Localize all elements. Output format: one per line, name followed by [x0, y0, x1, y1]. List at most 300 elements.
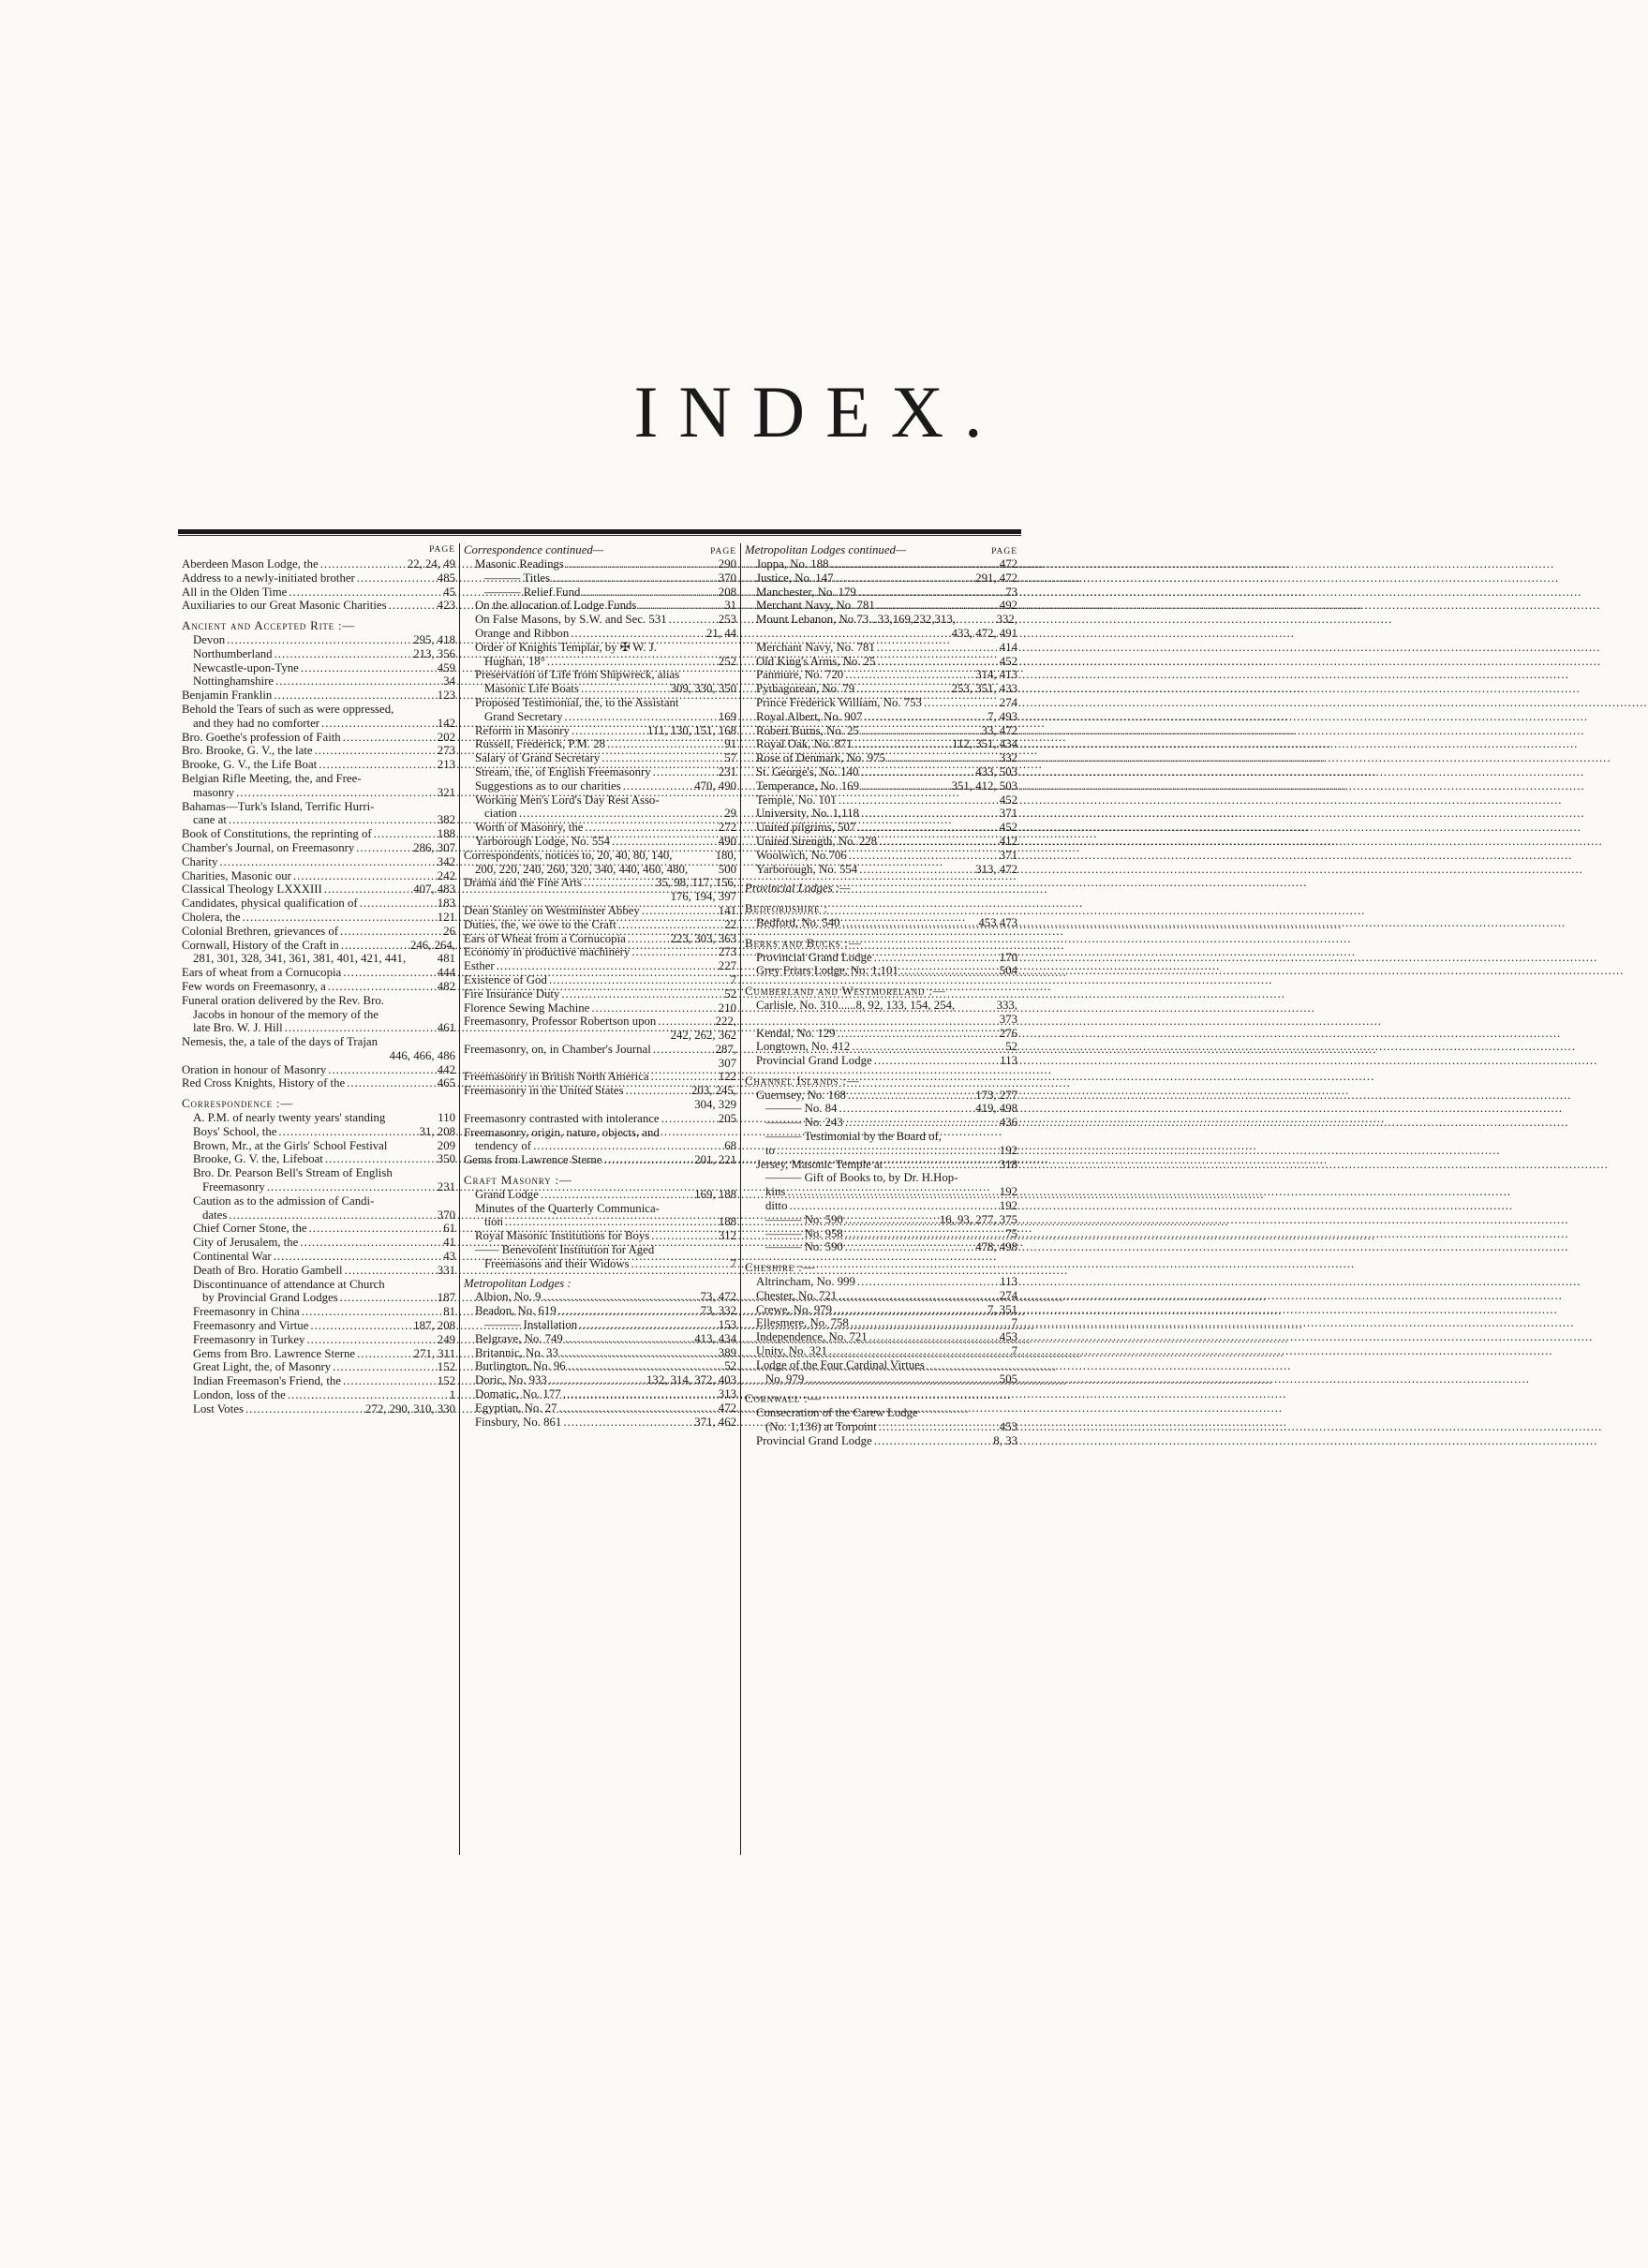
entry-pages: 295, 418 — [413, 632, 455, 646]
entry-pages: 272, 290, 310, 330 — [365, 1401, 455, 1416]
entry-title: Ellesmere, No. 758 — [756, 1316, 849, 1330]
index-entry — [182, 661, 455, 675]
entry-pages: 321 — [437, 785, 455, 799]
entry-title: Discontinuance of attendance at Church — [193, 1277, 385, 1291]
index-entry — [464, 1373, 736, 1387]
subsection-heading: Provincial Lodges :— — [745, 882, 851, 896]
entry-pages: 433, 503 — [975, 764, 1017, 778]
dot-leader — [563, 1416, 692, 1430]
dot-leader — [582, 586, 716, 600]
dot-leader — [877, 655, 997, 669]
entry-title: Lost Votes — [193, 1401, 244, 1416]
entry-pages: 35, 98, 117, 156, — [656, 876, 736, 890]
entry-pages: 111, 130, 151, 168 — [646, 723, 736, 737]
entry-pages: 183 — [437, 897, 455, 911]
entry-pages: 180, — [715, 848, 736, 862]
dot-leader — [558, 1304, 699, 1318]
dot-leader — [505, 1215, 717, 1229]
entry-title: United pilgrims, 507 — [756, 821, 856, 835]
entry-pages: 43 — [443, 1250, 455, 1264]
entry-title: ——— Relief Fund — [484, 585, 581, 599]
index-entry — [745, 964, 1017, 978]
dot-leader — [565, 1332, 692, 1346]
dot-leader — [623, 779, 693, 793]
top-rule-thin — [178, 535, 1021, 536]
entry-title: Consecration of the Carew Lodge — [756, 1406, 918, 1420]
entry-pages: 274 — [999, 1288, 1017, 1302]
entry-title: Continental War — [193, 1250, 272, 1264]
entry-title: 281, 301, 328, 341, 361, 381, 401, 421, 441, — [193, 952, 407, 966]
entry-pages: 472 — [999, 557, 1017, 571]
entry-pages: 459 — [437, 660, 455, 674]
entry-pages: 91 — [724, 737, 736, 751]
dot-leader — [389, 599, 436, 613]
dot-leader — [839, 1289, 998, 1303]
index-entry — [182, 1236, 455, 1250]
entry-pages: 452 — [999, 654, 1017, 668]
entry-title: ——— Titles — [484, 571, 551, 585]
entry-title: Few words on Freemasonry, a — [182, 979, 326, 993]
entry-pages: 73, 472 — [700, 1290, 736, 1304]
entry-pages: 192 — [999, 1199, 1017, 1213]
index-entry — [745, 655, 1017, 669]
entry-pages: 423 — [437, 599, 455, 613]
entry-pages: 26 — [443, 924, 455, 938]
entry-pages: 444 — [437, 966, 455, 980]
entry-title: Rose of Denmark, No. 975 — [756, 751, 885, 765]
index-entry — [182, 571, 455, 586]
entry-title: Order of Knights Templar, by ✠ W. J. — [475, 640, 657, 654]
index-entry — [745, 1199, 1017, 1213]
index-entry — [182, 1222, 455, 1236]
entry-pages: 227 — [718, 959, 736, 973]
dot-leader — [787, 1185, 997, 1199]
dot-leader — [835, 571, 973, 586]
index-entry — [464, 1332, 736, 1346]
index-entry — [464, 1043, 736, 1057]
entry-title: Newcastle-upon-Tyne — [193, 660, 299, 674]
entry-title: Colonial Brethren, grievances of — [182, 924, 339, 938]
entry-title: Esther — [464, 959, 495, 973]
index-entry — [745, 999, 1017, 1013]
dot-leader — [328, 980, 436, 994]
dot-leader — [829, 1344, 1010, 1358]
index-entry — [464, 586, 736, 600]
index-entry — [745, 586, 1017, 600]
index-entry — [745, 1372, 1017, 1386]
dot-leader — [245, 1402, 364, 1416]
entry-title: Freemasonry — [202, 1180, 265, 1194]
dot-leader — [229, 813, 436, 827]
entry-title: Gems from Bro. Lawrence Sterne — [193, 1346, 356, 1360]
index-entry — [464, 1318, 736, 1332]
entry-pages: 152 — [437, 1374, 455, 1388]
index-entry — [182, 1049, 455, 1063]
index-entry — [182, 674, 455, 689]
entry-title: Provincial Grand Lodge — [756, 950, 872, 964]
entry-pages: 52 — [724, 986, 736, 1001]
dot-leader — [631, 945, 716, 959]
index-entry — [182, 1360, 455, 1374]
index-entry — [745, 613, 1017, 627]
entry-pages: 202 — [437, 730, 455, 744]
index-entry — [182, 689, 455, 703]
dot-leader — [858, 586, 1003, 600]
dot-leader — [834, 1303, 986, 1317]
index-entry — [745, 1227, 1017, 1241]
index-entry — [182, 1291, 455, 1305]
entry-pages: 213, 356 — [413, 646, 455, 660]
index-entry — [745, 1240, 1017, 1254]
index-entry — [464, 1001, 736, 1015]
dot-leader — [227, 633, 411, 647]
index-entry — [182, 1333, 455, 1347]
dot-leader — [552, 571, 717, 586]
entry-title: Orange and Ribbon — [475, 626, 570, 640]
index-entry — [745, 1358, 1017, 1372]
entry-title: ——— Testimonial by the Board of, — [765, 1130, 942, 1144]
entry-title: Provincial Grand Lodge — [756, 1433, 872, 1447]
entry-pages: 21, 44 — [706, 626, 736, 640]
index-entry — [182, 800, 455, 814]
entry-title: Royal Oak, No. 871 — [756, 737, 853, 751]
index-entry — [464, 1416, 736, 1430]
entry-title: kins — [765, 1185, 786, 1199]
entry-pages: 273 — [718, 945, 736, 959]
entry-title: University, No. 1,118 — [756, 807, 859, 821]
entry-title: London, loss of the — [193, 1388, 286, 1402]
index-entry — [745, 696, 1017, 710]
entry-title: Doric, No. 933 — [475, 1373, 547, 1387]
index-entry — [464, 1098, 736, 1112]
entry-title: dates — [202, 1208, 228, 1222]
dot-leader — [877, 641, 998, 655]
index-entry — [464, 904, 736, 918]
continued-heading: Correspondence continued— — [464, 543, 604, 556]
entry-pages: 253 — [718, 613, 736, 627]
dot-leader — [591, 1001, 716, 1015]
entry-title: Independence, No. 721 — [756, 1330, 868, 1344]
dot-leader — [845, 1116, 998, 1130]
dot-leader — [924, 696, 998, 710]
dot-leader — [547, 655, 717, 669]
entry-pages: 231 — [718, 764, 736, 778]
entry-title: Classical Theology LXXXIII — [182, 882, 322, 897]
dot-leader — [310, 1319, 411, 1333]
index-entry — [182, 1139, 455, 1153]
entry-title: Ears of wheat from a Cornucopia — [182, 966, 342, 980]
entry-pages: 331 — [437, 1263, 455, 1277]
index-entry — [745, 557, 1017, 571]
index-entry — [464, 849, 736, 863]
entry-title: Brown, Mr., at the Girls' School Festival — [193, 1138, 388, 1152]
entry-title: Ears of Wheat from a Cornucopia — [464, 931, 626, 945]
index-entry — [182, 1347, 455, 1361]
entry-pages: 482 — [437, 979, 455, 993]
dot-leader — [566, 557, 717, 571]
section-heading: Craft Masonry :— — [464, 1173, 572, 1188]
entry-title: Egyptian, No. 27 — [475, 1401, 557, 1415]
entry-title: Albion, No. 9 — [475, 1290, 542, 1304]
index-entry — [182, 1208, 455, 1223]
entry-title: Book of Constitutions, the reprinting of — [182, 827, 372, 841]
entry-title: Funeral oration delivered by the Rev. Bro. — [182, 993, 384, 1007]
entry-pages: 152 — [437, 1360, 455, 1374]
index-column-2 — [459, 543, 740, 1855]
index-entry — [745, 599, 1017, 613]
dot-leader — [651, 1070, 717, 1084]
index-entry — [182, 717, 455, 731]
index-entry — [745, 835, 1017, 849]
index-entry — [745, 1116, 1017, 1130]
entry-title: ——— No. 958 — [765, 1226, 843, 1240]
dot-leader — [864, 710, 986, 724]
entry-title: Russell, Frederick, P.M. 28 — [475, 737, 605, 751]
dot-leader — [859, 863, 973, 877]
entry-pages: 371, 462 — [694, 1415, 736, 1429]
entry-title: Suggestions as to our charities — [475, 778, 621, 793]
entry-title: Temple, No. 101 — [756, 793, 837, 807]
entry-title: Guernsey, No. 168 — [756, 1088, 846, 1102]
dot-leader — [571, 627, 705, 641]
dot-leader — [219, 855, 435, 869]
dot-leader — [309, 1222, 442, 1236]
index-entry — [745, 724, 1017, 738]
index-entry — [745, 1054, 1017, 1068]
entry-title: Pythagorean, No. 79 — [756, 682, 855, 696]
entry-pages: 223, 303, 363 — [670, 931, 736, 945]
dot-leader — [854, 737, 950, 751]
index-entry — [464, 779, 736, 793]
entry-pages: 231 — [437, 1180, 455, 1194]
index-entry — [464, 655, 736, 669]
index-entry — [182, 772, 455, 786]
section-heading: Channel Islands :— — [745, 1073, 860, 1088]
entry-pages: 465 — [437, 1076, 455, 1090]
entry-title: Preservation of Life from Shipwreck, alias — [475, 668, 680, 682]
dot-leader — [849, 849, 998, 863]
entry-list — [182, 557, 455, 1416]
entry-title: ditto — [765, 1199, 788, 1213]
entry-title: Old King's Arms, No. 25 — [756, 654, 876, 668]
entry-title: cane at — [193, 813, 227, 827]
index-entry — [464, 710, 736, 724]
dot-leader — [568, 1359, 723, 1373]
entry-pages: 453 — [999, 1330, 1017, 1344]
index-entry — [464, 765, 736, 779]
entry-title: Hughan, 18° — [484, 654, 545, 668]
dot-leader — [549, 973, 729, 987]
entry-title: Yarborough, No. 554 — [756, 862, 858, 876]
dot-leader — [842, 916, 977, 930]
entry-title: masonry — [193, 785, 235, 799]
index-entry — [182, 1388, 455, 1402]
entry-pages: 31 — [724, 599, 736, 613]
entry-title: Longtown, No. 412 — [756, 1040, 851, 1054]
index-entry — [464, 932, 736, 946]
index-entry — [464, 599, 736, 613]
entry-pages: 7 — [1011, 1344, 1017, 1358]
index-entry — [464, 1304, 736, 1318]
index-columns — [178, 543, 1022, 1855]
index-entry — [464, 724, 736, 738]
entry-pages: 187, 208 — [413, 1319, 455, 1333]
entry-pages: 73, 332 — [700, 1304, 736, 1318]
index-entry — [182, 952, 455, 966]
index-entry — [464, 959, 736, 973]
column-header — [182, 543, 455, 557]
subsection-heading: Metropolitan Lodges : — [464, 1276, 572, 1290]
dot-leader — [839, 1102, 973, 1116]
entry-pages: 286, 307 — [413, 840, 455, 854]
entry-pages: 121 — [437, 910, 455, 924]
index-entry — [464, 835, 736, 849]
entry-pages: 29 — [724, 807, 736, 821]
entry-pages: 442 — [437, 1062, 455, 1076]
section-heading: Berks and Bucks :— — [745, 935, 862, 950]
entry-title: Belgrave, No. 749 — [475, 1331, 563, 1345]
entry-title: Temperance, No. 169 — [756, 778, 859, 793]
entry-pages: 34 — [443, 674, 455, 689]
entry-title: Freemasonry and Virtue — [193, 1319, 309, 1333]
entry-pages: 110 — [438, 1111, 455, 1125]
entry-title: On False Masons, by S.W. and Sec. 531 — [475, 613, 667, 627]
dot-leader — [628, 932, 669, 946]
entry-list — [745, 557, 1017, 1448]
index-entry — [464, 613, 736, 627]
entry-title: Carlisle, No. 310......8, 92, 133, 154, 254, — [756, 998, 956, 1012]
column-header — [464, 543, 736, 557]
index-entry — [745, 849, 1017, 863]
entry-title: Unity, No. 321 — [756, 1344, 827, 1358]
index-entry — [182, 939, 455, 953]
entry-pages: 371 — [999, 848, 1017, 862]
index-entry — [464, 793, 736, 808]
entry-pages: 201, 221 — [694, 1153, 736, 1167]
index-entry — [182, 869, 455, 883]
entry-pages: 7 — [730, 1256, 736, 1270]
entry-pages: 246, 264, — [410, 938, 455, 952]
index-entry — [745, 1344, 1017, 1358]
entry-title: Fire Insurance Duty — [464, 986, 560, 1001]
dot-leader — [874, 1434, 992, 1448]
entry-pages: 350 — [437, 1152, 455, 1166]
index-entry — [745, 1027, 1017, 1041]
entry-pages: 472 — [718, 1401, 736, 1415]
entry-title: Robert Burns, No. 25 — [756, 723, 859, 737]
dot-leader — [661, 1112, 717, 1126]
index-entry — [464, 1202, 736, 1216]
index-entry — [464, 627, 736, 641]
dot-leader — [839, 793, 998, 808]
index-entry — [182, 1180, 455, 1194]
entry-pages: 342 — [437, 854, 455, 868]
index-entry — [464, 641, 736, 655]
page-title: INDEX. — [633, 371, 1003, 452]
index-entry — [182, 786, 455, 800]
index-entry — [182, 1264, 455, 1278]
index-entry — [182, 1063, 455, 1077]
index-entry — [182, 911, 455, 925]
entry-title: Charities, Masonic our — [182, 868, 291, 882]
entry-pages: 142 — [437, 716, 455, 730]
dot-leader — [848, 1089, 973, 1103]
entry-pages: 313, 472 — [975, 862, 1017, 876]
entry-title: Grand Secretary — [484, 709, 563, 723]
entry-title: late Bro. W. J. Hill — [193, 1021, 283, 1035]
dot-leader — [333, 1360, 436, 1374]
entry-pages: 249 — [437, 1332, 455, 1346]
entry-title: Bro. Brooke, G. V., the late — [182, 744, 313, 758]
entry-title: Domatic, No. 177 — [475, 1387, 561, 1401]
dot-leader — [845, 1213, 938, 1227]
index-entry — [182, 1076, 455, 1090]
index-entry — [464, 1290, 736, 1304]
index-entry — [745, 793, 1017, 808]
entry-title: Freemasonry in the United States — [464, 1084, 624, 1098]
dot-leader — [869, 1330, 998, 1344]
entry-pages: 307 — [718, 1056, 736, 1070]
entry-pages: 485 — [437, 571, 455, 585]
entry-pages: 412 — [999, 834, 1017, 848]
index-entry — [464, 1126, 736, 1140]
index-entry — [182, 703, 455, 717]
entry-title: No. 979 — [765, 1371, 805, 1386]
entry-title: Chief Corner Stone, the — [193, 1222, 307, 1236]
dot-leader — [612, 835, 717, 849]
entry-pages: 132, 314, 372, 403 — [646, 1373, 736, 1387]
index-entry — [745, 1158, 1017, 1172]
entry-pages: 504 — [999, 964, 1017, 978]
index-entry — [182, 1250, 455, 1264]
index-entry — [464, 696, 736, 710]
dot-leader — [519, 807, 722, 821]
index-entry — [464, 973, 736, 987]
index-entry — [182, 1008, 455, 1022]
entry-title: Charity — [182, 854, 218, 868]
dot-leader — [861, 807, 998, 821]
entry-pages: 291, 472 — [975, 571, 1017, 585]
index-entry — [464, 1346, 736, 1360]
index-entry — [182, 882, 455, 897]
entry-pages: 113 — [1000, 1054, 1017, 1068]
entry-pages: 253, 351, 433 — [951, 682, 1017, 696]
entry-title: Chamber's Journal, on Freemasonry — [182, 840, 355, 854]
index-entry — [464, 890, 736, 904]
section-heading: Cornwall :— — [745, 1391, 822, 1406]
entry-title: Beadon, No. 619 — [475, 1304, 557, 1318]
entry-title: Aberdeen Mason Lodge, the — [182, 557, 319, 571]
entry-pages: 452 — [999, 821, 1017, 835]
entry-pages: 332 — [999, 751, 1017, 765]
dot-leader — [275, 647, 412, 661]
section-heading: Bedfordshire : — [745, 901, 828, 916]
entry-pages: 382 — [437, 813, 455, 827]
entry-title: Burlington, No. 96 — [475, 1359, 566, 1373]
dot-leader — [340, 925, 441, 939]
index-entry — [745, 751, 1017, 765]
entry-title: St. George's, No. 140 — [756, 764, 859, 778]
page-label: PAGE — [710, 547, 736, 556]
entry-pages: 61 — [443, 1222, 455, 1236]
index-entry — [464, 751, 736, 765]
entry-title: ——— No. 590 — [765, 1240, 843, 1254]
index-entry — [182, 557, 455, 571]
entry-pages: 187 — [437, 1291, 455, 1305]
entry-pages: 272 — [718, 821, 736, 835]
index-entry — [745, 1089, 1017, 1103]
index-entry — [745, 1130, 1017, 1144]
